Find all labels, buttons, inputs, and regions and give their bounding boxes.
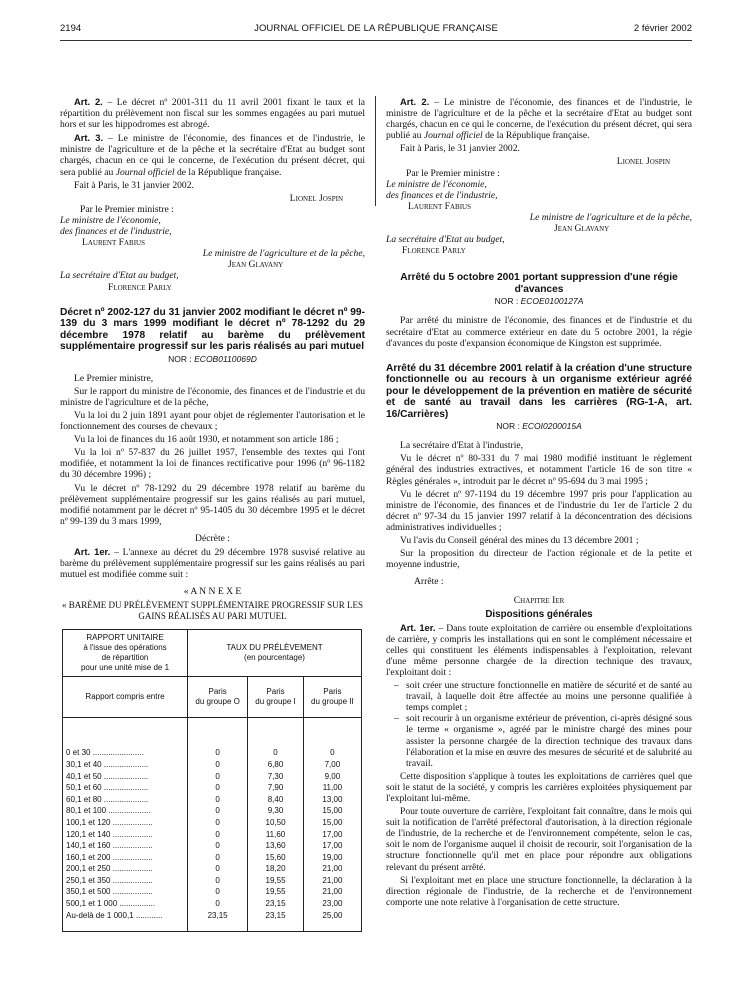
groupe-i-cell: 8,40 xyxy=(248,794,304,806)
table-row xyxy=(63,898,362,910)
right-article-1: Art. 1er. – Dans toute exploitation de carrière ou ensemble d'exploitations de carrière, y compris les installations qui en sont le complément nécessaire et celles qui constituent les éléments indispensables à l'exploitation, relevant d'une même personne chargée de la direction technique des travaux, l'exploitant doit : xyxy=(386,621,693,678)
table-row xyxy=(63,794,362,806)
rapport-range-cell: 140,1 et 160 .................. xyxy=(63,840,188,852)
groupe-ii-cell: 17,00 xyxy=(303,829,361,841)
groupe-ii-cell: 0 xyxy=(303,717,361,759)
left-article-2: Art. 2. – Le décret nº 2001-311 du 11 avril 2001 fixant le taux et la répartition du prélèvement non fiscal sur les sommes engagées au pari mutuel hors et sur les hippodromes est abrogé. xyxy=(60,96,365,131)
decrete: Décrète : xyxy=(195,532,230,544)
left-column xyxy=(60,96,365,932)
minister-eco-name: Laurent Fabius xyxy=(408,200,471,212)
secretary-budget-title: La secrétaire d'Etat au budget, xyxy=(60,270,179,282)
table-row xyxy=(63,771,362,783)
signatory-pm: Lionel Jospin xyxy=(289,192,343,204)
rapport-range-cell: 160,1 et 200 .................. xyxy=(63,852,188,864)
col-rapport: Rapport compris entre xyxy=(63,676,188,717)
groupe-i-cell: 11,60 xyxy=(248,829,304,841)
page-number: 2194 xyxy=(60,23,82,34)
visa-4: Sur la proposition du directeur de l'action régionale et de la petite et moyenne industrie, xyxy=(386,548,692,571)
groupe-o-cell: 0 xyxy=(188,864,248,876)
table-row xyxy=(63,717,362,759)
fait-a-paris: Fait à Paris, le 31 janvier 2002. xyxy=(74,179,194,191)
rapport-range-cell: 350,1 et 500 .................. xyxy=(63,887,188,899)
groupe-o-cell: 0 xyxy=(188,852,248,864)
rapport-range-cell: 60,1 et 80 .................... xyxy=(63,794,188,806)
minister-agri-name: Jean Glavany xyxy=(228,259,284,271)
paragraph-2: Pour toute ouverture de carrière, l'exploitant fait connaître, dans le mois qui suit la notification de l'arrêté préfectoral d'autorisation, à la direction régionale de l'industrie, de la recherche et de l'environnement compétente, selon le cas, soit le nom de l'organisme auquel il choisit de recourir, soit l'organisation de la structure fonctionnelle qu'il met en place pour répondre aux obligations relevant du présent arrêté. xyxy=(386,806,692,873)
minister-eco-title-2: des finances et de l'industrie, xyxy=(60,226,172,238)
premier-ministre: Le Premier ministre, xyxy=(74,372,154,384)
groupe-o-cell: 0 xyxy=(188,875,248,887)
groupe-i-cell: 7,90 xyxy=(248,782,304,794)
groupe-o-cell: 0 xyxy=(188,898,248,910)
fait-a-paris: Fait à Paris, le 31 janvier 2002. xyxy=(400,143,520,155)
article-1-options xyxy=(386,680,692,769)
arrete-1-title: Arrêté du 5 octobre 2001 portant suppression d'une régie d'avances xyxy=(400,272,678,295)
groupe-o-cell: 0 xyxy=(188,782,248,794)
groupe-i-cell: 13,60 xyxy=(248,840,304,852)
visa-1: Vu le décret nº 80-331 du 7 mai 1980 modifié instituant le règlement général des industries extractives, et notamment l'article 16 de son titre « Règles générales », introduit par le décret nº 95-694 du 3 mai 1995 ; xyxy=(386,453,692,487)
rapport-range-cell: Au-delà de 1 000,1 ............ xyxy=(63,910,188,932)
groupe-i-cell: 19,55 xyxy=(248,875,304,887)
table-row xyxy=(63,829,362,841)
groupe-o-cell: 0 xyxy=(188,817,248,829)
groupe-o-cell: 0 xyxy=(188,806,248,818)
groupe-o-cell: 0 xyxy=(188,759,248,771)
groupe-ii-cell: 15,00 xyxy=(303,817,361,829)
table-row xyxy=(63,782,362,794)
groupe-i-cell: 23,15 xyxy=(248,910,304,932)
groupe-i-cell: 6,80 xyxy=(248,759,304,771)
groupe-o-cell: 0 xyxy=(188,829,248,841)
article-label: Art. 1er. xyxy=(74,546,111,557)
left-article-1: Art. 1er. – L'annexe au décret du 29 décembre 1978 susvisé relative au barème du prélèvement supplémentaire progressif sur les gains réalisés au pari mutuel est modifiée comme suit : xyxy=(60,546,365,581)
minister-agri-title: Le ministre de l'agriculture et de la pêche, xyxy=(202,248,365,260)
right-column xyxy=(386,96,692,910)
col-groupe-i: Paris du groupe I xyxy=(248,676,304,717)
option-structure-fonctionnelle: – soit créer une structure fonctionnelle en matière de sécurité et de santé au travail, à laquelle doit être affectée au moins une personne qualifiée à temps complet ; xyxy=(406,680,692,713)
groupe-o-cell: 0 xyxy=(188,887,248,899)
groupe-i-cell: 18,20 xyxy=(248,864,304,876)
groupe-ii-cell: 21,00 xyxy=(303,887,361,899)
rapport-range-cell: 40,1 et 50 .................... xyxy=(63,771,188,783)
secretary-budget-name: Florence Parly xyxy=(402,245,466,257)
table-row xyxy=(63,887,362,899)
groupe-o-cell: 0 xyxy=(188,794,248,806)
dispositions-heading: Dispositions générales xyxy=(485,608,593,620)
visa-4: Vu la loi nº 57-837 du 26 juillet 1957, l'ensemble des textes qui l'ont modifiée, et notamment la loi de finances rectificative pour 1996 (nº 96-1182 du 30 décembre 1996) ; xyxy=(60,447,365,481)
nor-reference: NOR : ECOB0110069D xyxy=(168,353,257,364)
groupe-ii-cell: 9,00 xyxy=(303,771,361,783)
groupe-ii-cell: 11,00 xyxy=(303,782,361,794)
par-premier-ministre: Par le Premier ministre : xyxy=(406,167,500,179)
groupe-o-cell: 23,15 xyxy=(188,910,248,932)
table-row xyxy=(63,759,362,771)
minister-eco-name: Laurent Fabius xyxy=(82,237,145,249)
rapport-range-cell: 200,1 et 250 .................. xyxy=(63,864,188,876)
rapport-range-cell: 250,1 et 350 .................. xyxy=(63,875,188,887)
minister-eco-title: Le ministre de l'économie, xyxy=(60,214,161,226)
table-row xyxy=(63,840,362,852)
rapport-range-cell: 500,1 et 1 000 ................ xyxy=(63,898,188,910)
groupe-ii-cell: 13,00 xyxy=(303,794,361,806)
table-row xyxy=(63,852,362,864)
option-organisme-exterieur: – soit recourir à un organisme extérieur de prévention, ci-après désigné sous le terme « organisme », agréé par le ministre chargé des mines pour assister la personne chargée de la direction technique des travaux dans l'élaboration et la mise en œuvre des mesures de sécurité et de salubrité au travail. xyxy=(406,713,692,768)
minister-agri-title: Le ministre de l'agriculture et de la pêche, xyxy=(529,211,692,223)
col-groupe-o: Paris du groupe O xyxy=(188,676,248,717)
minister-eco-title: Le ministre de l'économie, xyxy=(386,178,487,190)
table-row xyxy=(63,875,362,887)
rapport-range-cell: 100,1 et 120 .................. xyxy=(63,817,188,829)
rapport-range-cell: 30,1 et 40 .................... xyxy=(63,759,188,771)
chapitre-heading: Chapitre Ier xyxy=(513,595,565,607)
groupe-i-cell: 9,30 xyxy=(248,806,304,818)
table-head-rapport: RAPPORT UNITAIRE à l'issue des opérations de répartition pour une unité mise de 1 xyxy=(63,629,188,676)
issue-date: 2 février 2002 xyxy=(633,23,692,34)
secretaire-industrie: La secrétaire d'Etat à l'industrie, xyxy=(400,440,524,452)
visa-1: Sur le rapport du ministre de l'économie, des finances et de l'industrie et du ministre de l'agriculture et de la pêche, xyxy=(60,385,365,408)
rapport-range-cell: 0 et 30 ....................... xyxy=(63,717,188,759)
signatory-pm: Lionel Jospin xyxy=(616,156,670,168)
article-label: Art. 3. xyxy=(74,132,104,144)
visa-2: Vu la loi du 2 juin 1891 ayant pour objet de réglementer l'autorisation et le fonctionnement des courses de chevaux ; xyxy=(60,409,365,433)
groupe-ii-cell: 23,00 xyxy=(303,898,361,910)
arrete-2-title: Arrêté du 31 décembre 2001 relatif à la création d'une structure fonctionnelle ou au recours à un organisme extérieur agréé pour le développement de la prévention en matière de sécurité et de santé au travail dans les carrières (RG-1-A, art. 16/Carrières) xyxy=(386,362,692,420)
groupe-i-cell: 23,15 xyxy=(248,898,304,910)
secretary-budget-title: La secrétaire d'Etat au budget, xyxy=(386,234,505,246)
par-premier-ministre: Par le Premier ministre : xyxy=(80,203,174,215)
rapport-range-cell: 80,1 et 100 ................... xyxy=(63,806,188,818)
groupe-i-cell: 19,55 xyxy=(248,887,304,899)
groupe-ii-cell: 21,00 xyxy=(303,875,361,887)
rapport-range-cell: 50,1 et 60 .................... xyxy=(63,782,188,794)
minister-agri-name: Jean Glavany xyxy=(554,223,610,235)
visa-3: Vu la loi de finances du 16 août 1930, et notamment son article 186 ; xyxy=(74,434,339,446)
groupe-o-cell: 0 xyxy=(188,840,248,852)
bareme-title: « BARÈME DU PRÉLÈVEMENT SUPPLÉMENTAIRE PROGRESSIF SUR LES GAINS RÉALISÉS AU PARI MUTUEL xyxy=(62,600,363,622)
table-row xyxy=(63,864,362,876)
article-label: Art. 2. xyxy=(400,96,430,107)
rapport-range-cell: 120,1 et 140 .................. xyxy=(63,829,188,841)
table-row xyxy=(63,910,362,932)
paragraph-3: Si l'exploitant met en place une structure fonctionnelle, la déclaration à la direction régionale de l'industrie, de la recherche et de l'environnement comporte une note relative à l'organisation de cette structure. xyxy=(386,874,692,908)
journal-title: JOURNAL OFFICIEL DE LA RÉPUBLIQUE FRANÇAISE xyxy=(254,23,498,34)
table-row xyxy=(63,817,362,829)
paragraph-1: Cette disposition s'applique à toutes les exploitations de carrières quel que soit le statut de la société, y compris les carrières exploitées physiquement par l'exploitant lui-même. xyxy=(386,770,692,804)
left-article-3: Art. 3. – Le ministre de l'économie, des finances et de l'industrie, le ministre de l'agriculture et de la pêche et la secrétaire d'Etat au budget sont chargés, chacun en ce qui le concerne, de l'exécution du présent décret, qui sera publié au Journal officiel de la République française. xyxy=(60,132,365,178)
groupe-i-cell: 15,60 xyxy=(248,852,304,864)
col-groupe-ii: Paris du groupe II xyxy=(303,676,361,717)
visa-3: Vu l'avis du Conseil général des mines du 13 décembre 2001 ; xyxy=(400,535,639,547)
decret-title: Décret nº 2002-127 du 31 janvier 2002 modifiant le décret nº 99-139 du 3 mars 1999 modifiant le décret nº 78-1292 du 29 décembre 1978 relatif au barème du prélèvement supplémentaire progressif sur les paris réalisés au pari mutuel xyxy=(60,306,365,353)
groupe-ii-cell: 15,00 xyxy=(303,806,361,818)
page-header xyxy=(60,20,692,41)
minister-eco-title-2: des finances et de l'industrie, xyxy=(386,189,498,201)
bareme-table xyxy=(62,629,362,933)
nor-reference: NOR : ECOI0200015A xyxy=(496,421,582,432)
groupe-ii-cell: 25,00 xyxy=(303,910,361,932)
arrete-word: Arrête : xyxy=(414,576,444,588)
secretary-budget-name: Florence Parly xyxy=(108,281,172,293)
groupe-o-cell: 0 xyxy=(188,771,248,783)
right-article-2: Art. 2. – Le ministre de l'économie, des finances et de l'industrie, le ministre de l'agriculture et de la pêche et la secrétaire d'Etat au budget sont chargés, chacun en ce qui le concerne, de l'exécution du présent décret, qui sera publié au Journal officiel de la République française. xyxy=(386,96,692,142)
table-head-taux: TAUX DU PRÉLÈVEMENT (en pourcentage) xyxy=(188,629,362,676)
groupe-i-cell: 7,30 xyxy=(248,771,304,783)
article-label: Art. 1er. xyxy=(400,621,436,633)
nor-reference: NOR : ECOE0100127A xyxy=(494,296,584,307)
article-label: Art. 2. xyxy=(74,96,103,107)
groupe-ii-cell: 19,00 xyxy=(303,852,361,864)
groupe-ii-cell: 17,00 xyxy=(303,840,361,852)
column-divider xyxy=(375,96,376,206)
visa-5: Vu le décret nº 78-1292 du 29 décembre 1978 relatif au barème du prélèvement supplémentaire progressif sur les gains réalisés au pari mutuel, modifié notamment par le décret nº 95-1405 du 30 décembre 1995 et le décret nº 99-139 du 3 mars 1999, xyxy=(60,482,365,527)
groupe-i-cell: 0 xyxy=(248,717,304,759)
visa-2: Vu le décret nº 97-1194 du 19 décembre 1997 pris pour l'application au ministre de l'économie, des finances et de l'industrie du 1er de l'article 2 du décret nº 97-34 du 15 janvier 1997 relatif à la déconcentration des décisions administratives individuelles ; xyxy=(386,488,692,533)
groupe-ii-cell: 21,00 xyxy=(303,864,361,876)
annexe-heading: « A N N E X E xyxy=(183,586,242,598)
groupe-ii-cell: 7,00 xyxy=(303,759,361,771)
arrete-1-text: Par arrêté du ministre de l'économie, des finances et de l'industrie et du secrétaire d'Etat au commerce extérieur en date du 5 octobre 2001, la régie d'avances du poste d'expansion économique de Kingston est supprimée. xyxy=(386,315,692,349)
groupe-o-cell: 0 xyxy=(188,717,248,759)
table-row xyxy=(63,806,362,818)
groupe-i-cell: 10,50 xyxy=(248,817,304,829)
